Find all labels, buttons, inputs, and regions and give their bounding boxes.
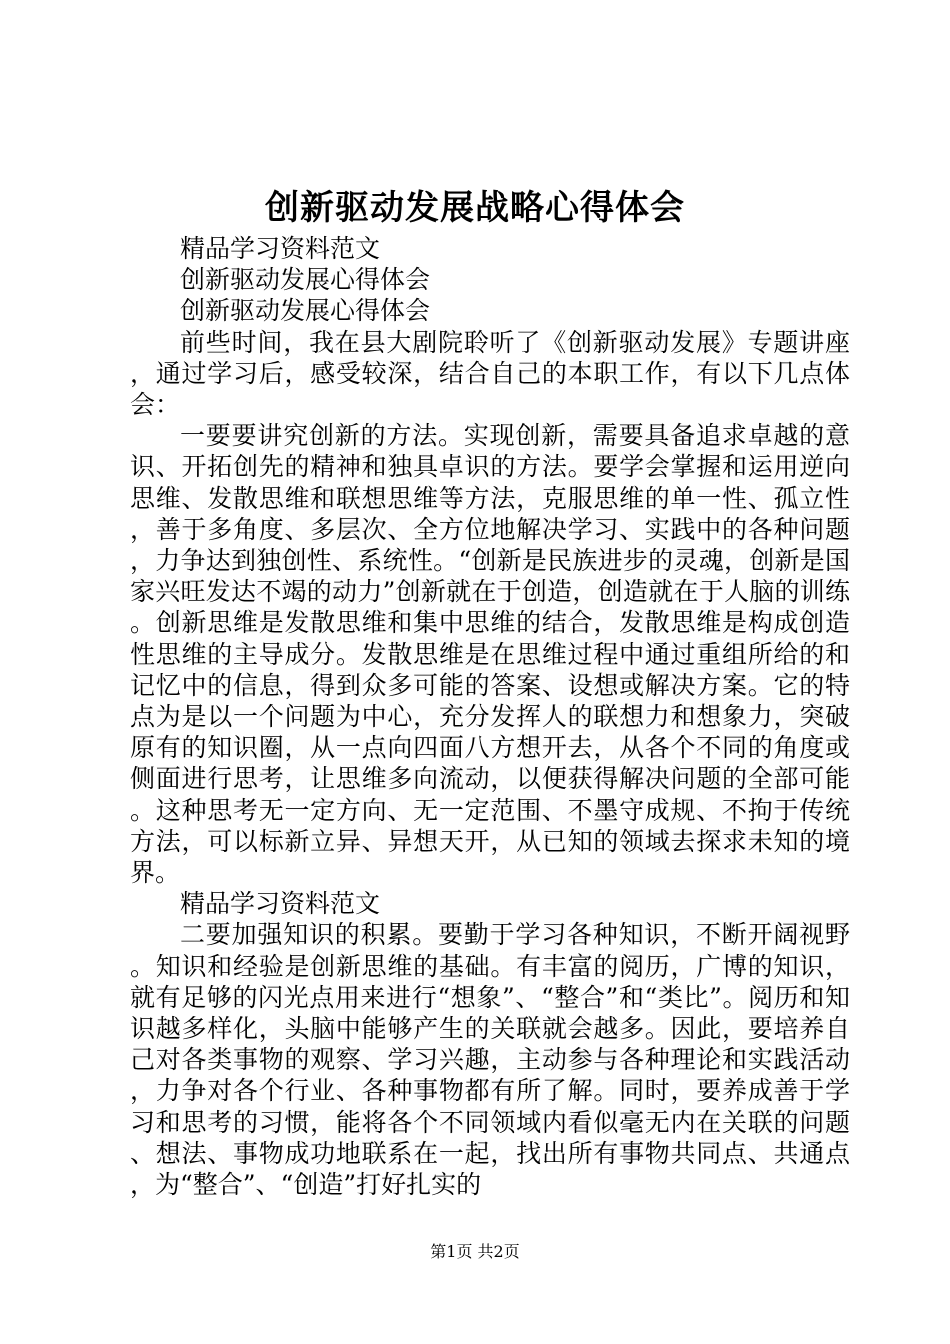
paragraph: 精品学习资料范文 <box>180 234 381 263</box>
paragraph: 二要加强知识的积累。要勤于学习各种知识，不断开阔视野。知识和经验是创新思维的基础。有丰富的阅历，广博的知识，就有足够的闪光点用来进行“想象”、“整合”和“类比”。阅历和知识越多样化，头脑中能够产生的关联就会越多。因此，要培养自己对各类事物的观察、学习兴趣，主动参与各种理论和实践活动，力争对各个行业、各种事物都有所了解。同时，要养成善于学习和思考的习惯，能将各个不同领域内看似毫无内在关联的问题、想法、事物成功地联系在一起，找出所有事物共同点、共通点，为“整合”、“创造”打好扎实的 <box>130 920 850 1200</box>
document-body <box>130 233 850 1200</box>
paragraph: 创新驱动发展心得体会 <box>180 296 431 326</box>
paragraph: 一要要讲究创新的方法。实现创新，需要具备追求卓越的意识、开拓创先的精神和独具卓识的方法。要学会掌握和运用逆向思维、发散思维和联想思维等方法，克服思维的单一性、孤立性，善于多角度、多层次、全方位地解决学习、实践中的各种问题，力争达到独创性、系统性。“创新是民族进步的灵魂，创新是国家兴旺发达不竭的动力”创新就在于创造，创造就在于人脑的训练。创新思维是发散思维和集中思维的结合，发散思维是构成创造性思维的主导成分。发散思维是在思维过程中通过重组所给的和记忆中的信息，得到众多可能的答案、设想或解决方案。它的特点为是以一个问题为中心，充分发挥人的联想力和想象力，突破原有的知识圈，从一点向四面八方想开去，从各个不同的角度或侧面进行思考，让思维多向流动，以便获得解决问题的全部可能。这种思考无一定方向、无一定范围、不墨守成规、不拘于传统方法，可以标新立异、异想天开，从已知的领域去探求未知的境界。 <box>130 421 850 888</box>
paragraph: 创新驱动发展心得体会 <box>180 265 431 295</box>
document-title: 创新驱动发展战略心得体会 <box>265 188 685 228</box>
page-footer: 第1页 共2页 <box>430 1242 520 1261</box>
paragraph: 精品学习资料范文 <box>180 889 381 919</box>
paragraph: 前些时间，我在县大剧院聆听了《创新驱动发展》专题讲座，通过学习后，感受较深，结合自己的本职工作，有以下几点体会： <box>130 327 850 420</box>
